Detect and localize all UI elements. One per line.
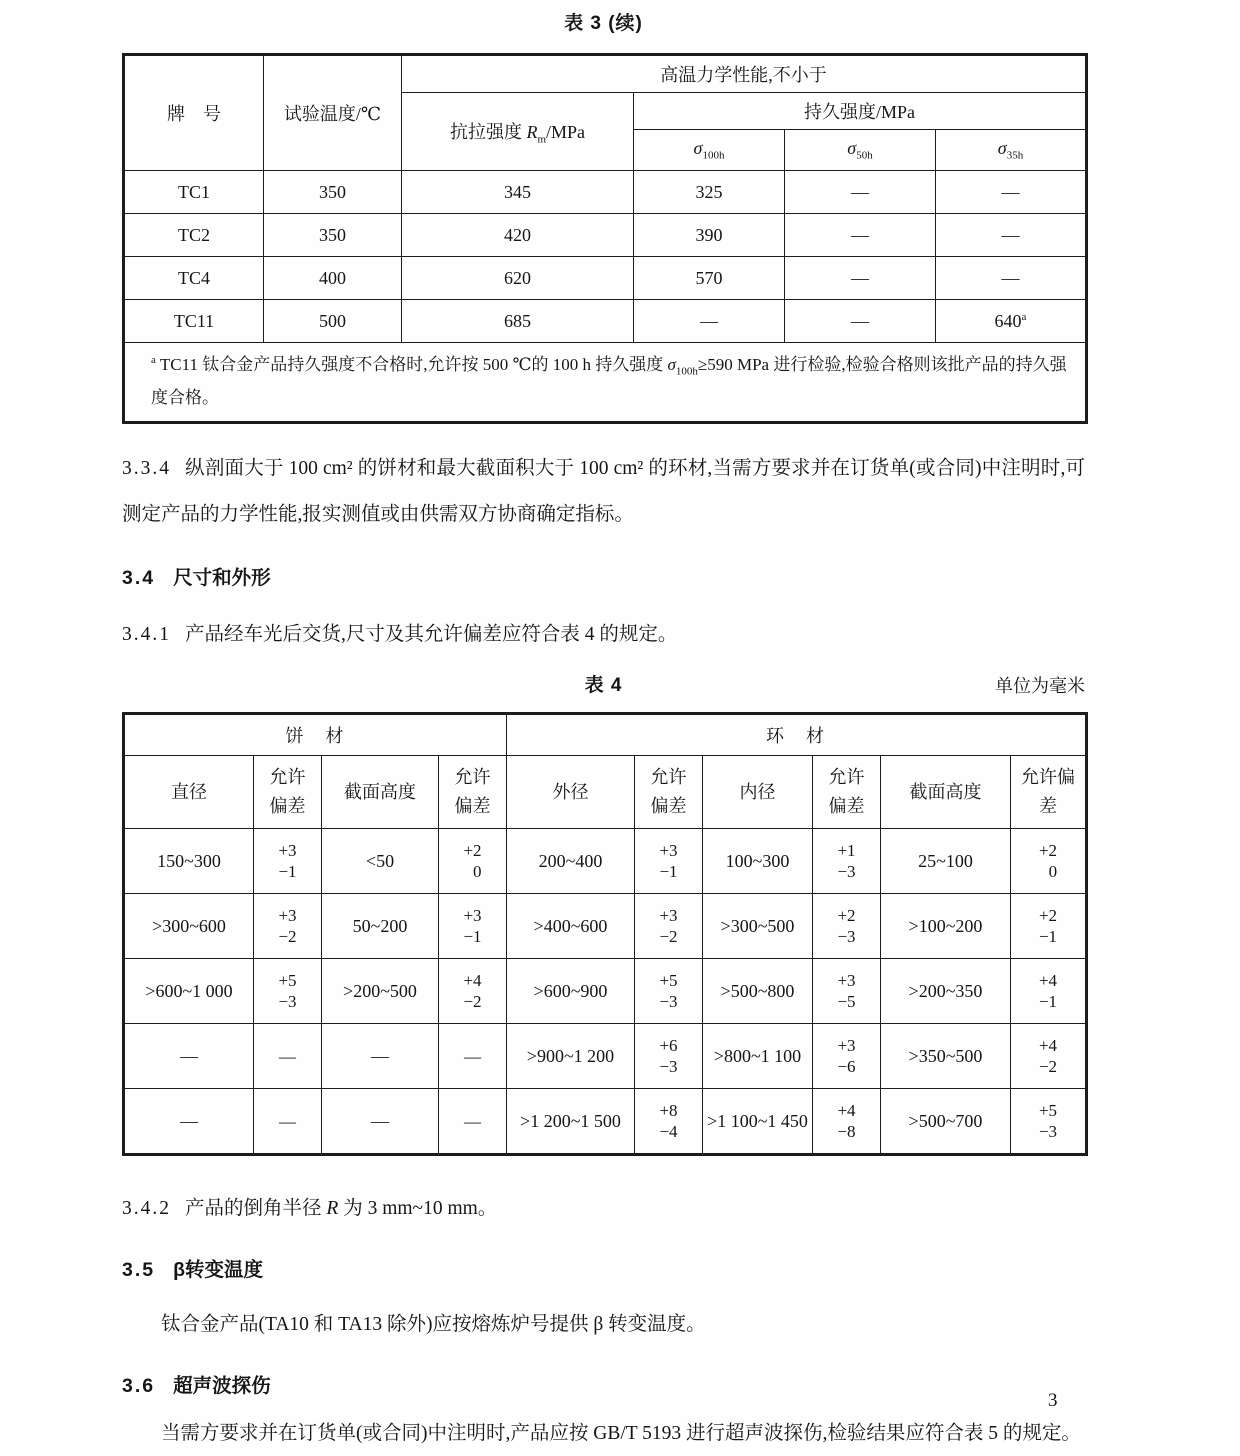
sigma-symbol: σ [997, 138, 1007, 159]
heading-3-4 [122, 562, 1085, 590]
table3-caption: 表 3 (续) [564, 13, 643, 34]
footnote-marker: a [1021, 310, 1027, 323]
page-content [122, 0, 1085, 1456]
table-row [124, 171, 1087, 214]
tolerance-lower: −1 [463, 927, 482, 947]
section-height-cell: — [322, 1024, 439, 1089]
high-temp-properties-header: 高温力学性能,不小于 [402, 55, 1087, 93]
tolerance-cell [1011, 894, 1087, 959]
tolerance-upper: — [464, 1112, 481, 1132]
tolerance-upper: +3 [659, 905, 678, 925]
tolerance-cell [813, 894, 881, 959]
section-height-cell: <50 [322, 829, 439, 894]
radius-symbol: R [326, 1198, 339, 1220]
table-row [124, 959, 1087, 1024]
sigma-100h-column-header [634, 130, 785, 171]
tolerance-upper: +4 [837, 1100, 856, 1120]
tolerance-column-header: 允许偏差 [439, 756, 507, 829]
diameter-column-header: 直径 [124, 756, 254, 829]
table4-column-header-row [124, 756, 1087, 829]
tolerance-lower: −3 [278, 992, 297, 1012]
section-height-cell: >500~700 [881, 1089, 1011, 1155]
tolerance-upper: +3 [837, 1035, 856, 1055]
table3-header-row-1 [124, 55, 1087, 93]
table-row [124, 1089, 1087, 1155]
endurance-strength-header: 持久强度/MPa [634, 93, 1087, 130]
outer-diameter-column-header: 外径 [507, 756, 635, 829]
tolerance-cell [1011, 1089, 1087, 1155]
tensile-strength-cell: 345 [402, 171, 634, 214]
unit-note: 单位为毫米 [995, 676, 1085, 697]
tolerance-lower: −1 [1038, 927, 1058, 947]
table4-group-header-row [124, 714, 1087, 756]
tolerance-upper: +8 [659, 1100, 678, 1120]
outer-diameter-cell: >600~900 [507, 959, 635, 1024]
outer-diameter-cell: 200~400 [507, 829, 635, 894]
tolerance-upper: +5 [278, 970, 297, 990]
tolerance-cell [813, 1024, 881, 1089]
sigma-35h-cell [936, 257, 1087, 300]
tolerance-lower: −3 [837, 927, 856, 947]
inner-diameter-cell: >500~800 [703, 959, 813, 1024]
table3-footnote-row [124, 343, 1087, 423]
tolerance-column-header: 允许偏差 [1011, 756, 1087, 829]
tolerance-cell [1011, 959, 1087, 1024]
table4-caption: 表 4 [584, 675, 623, 697]
sigma-100h-cell: 390 [634, 214, 785, 257]
sigma-symbol: σ [667, 355, 676, 374]
inner-diameter-cell: 100~300 [703, 829, 813, 894]
tolerance-upper: +3 [463, 905, 482, 925]
tolerance-cell [1011, 829, 1087, 894]
footnote-text: TC11 钛合金产品持久强度不合格时,允许按 500 ℃的 100 h 持久强度 [159, 355, 668, 374]
tolerance-lower: −3 [1038, 1122, 1058, 1142]
sigma-subscript: 100h [675, 365, 698, 378]
value: — [1001, 267, 1020, 288]
tolerance-lower: −1 [659, 862, 678, 882]
tolerance-upper: +3 [278, 840, 297, 860]
paragraph-3-4-1 [122, 612, 1085, 658]
tolerance-cell [635, 1089, 703, 1155]
table3-mechanical-properties [122, 53, 1088, 424]
tolerance-upper: +2 [1038, 905, 1058, 925]
inner-diameter-column-header: 内径 [703, 756, 813, 829]
tolerance-column-header: 允许偏差 [813, 756, 881, 829]
table-row [124, 214, 1087, 257]
inner-diameter-cell: >300~500 [703, 894, 813, 959]
table-row [124, 1024, 1087, 1089]
tolerance-cell [254, 829, 322, 894]
tolerance-cell [635, 1024, 703, 1089]
tolerance-upper: +2 [1038, 840, 1058, 860]
table3-footnote [124, 343, 1087, 423]
outer-diameter-cell: >1 200~1 500 [507, 1089, 635, 1155]
ring-group-header: 环 材 [507, 714, 1087, 756]
test-temp-cell: 350 [264, 214, 402, 257]
tolerance-upper: +2 [837, 905, 856, 925]
grade-cell: TC11 [124, 300, 264, 343]
clause-text: 产品的倒角半径 [185, 1198, 327, 1220]
value: — [1001, 181, 1020, 202]
sigma-100h-cell: 325 [634, 171, 785, 214]
tolerance-cell [439, 829, 507, 894]
paragraph-3-5 [122, 1302, 1085, 1348]
sigma-100h-cell: — [634, 300, 785, 343]
tolerance-lower: −8 [837, 1122, 856, 1142]
clause-text: 产品经车光后交货,尺寸及其允许偏差应符合表 4 的规定。 [185, 624, 678, 646]
heading-3-6 [122, 1370, 1085, 1398]
grade-column-header: 牌 号 [124, 55, 264, 171]
table-row [124, 257, 1087, 300]
clause-number: 3.3.4 [122, 458, 171, 480]
tensile-strength-cell: 620 [402, 257, 634, 300]
tensile-strength-cell: 420 [402, 214, 634, 257]
clause-text: 为 3 mm~10 mm。 [338, 1198, 498, 1220]
tolerance-upper: +5 [659, 970, 678, 990]
table-row [124, 300, 1087, 343]
tolerance-lower: 0 [1048, 862, 1058, 882]
tolerance-upper: +4 [1038, 1035, 1058, 1055]
grade-cell: TC4 [124, 257, 264, 300]
clause-text: 纵剖面大于 100 cm² 的饼材和最大截面积大于 100 cm² 的环材,当需方要求并在订货单(或合同)中注明时,可测定产品的力学性能,报实测值或由供需双方协商确定指标。 [122, 458, 1085, 526]
tolerance-upper: +3 [837, 970, 856, 990]
tolerance-upper: +3 [278, 905, 297, 925]
diameter-cell: >600~1 000 [124, 959, 254, 1024]
tensile-subscript: m [537, 133, 547, 146]
tolerance-upper: +5 [1038, 1100, 1058, 1120]
tolerance-cell [439, 959, 507, 1024]
section-height-cell: 50~200 [322, 894, 439, 959]
sigma-100h-cell: 570 [634, 257, 785, 300]
value: 640 [994, 310, 1022, 331]
test-temperature-column-header: 试验温度/℃ [264, 55, 402, 171]
tolerance-lower: −3 [659, 992, 678, 1012]
grade-cell: TC1 [124, 171, 264, 214]
table4-dimensions [122, 712, 1088, 1156]
clause-number: 3.5 [122, 1259, 156, 1282]
paragraph-3-6 [122, 1412, 1085, 1456]
sigma-symbol: σ [693, 138, 703, 159]
page-number: 3 [1048, 1390, 1058, 1411]
tolerance-lower: −3 [659, 1057, 678, 1077]
test-temp-cell: 500 [264, 300, 402, 343]
tolerance-lower: −3 [837, 862, 856, 882]
tolerance-cell [254, 959, 322, 1024]
sigma-subscript: 100h [702, 149, 725, 162]
value: — [1001, 224, 1020, 245]
tolerance-cell [254, 894, 322, 959]
table4-caption-row [122, 670, 1085, 698]
tolerance-column-header: 允许偏差 [635, 756, 703, 829]
sigma-50h-cell: — [785, 257, 936, 300]
clause-number: 3.4 [122, 567, 156, 590]
sigma-50h-column-header [785, 130, 936, 171]
clause-text: 当需方要求并在订货单(或合同)中注明时,产品应按 GB/T 5193 进行超声波探伤,检验结果应符合表 5 的规定。 [161, 1423, 1081, 1445]
tensile-strength-cell: 685 [402, 300, 634, 343]
diameter-cell: — [124, 1024, 254, 1089]
table-row [124, 894, 1087, 959]
tolerance-lower: −1 [1038, 992, 1058, 1012]
tolerance-lower: 0 [473, 862, 482, 882]
clause-number: 3.4.2 [122, 1198, 171, 1220]
tolerance-lower: −5 [837, 992, 856, 1012]
tolerance-lower: −4 [659, 1122, 678, 1142]
sigma-35h-column-header [936, 130, 1087, 171]
tolerance-upper: +2 [463, 840, 482, 860]
section-height-cell: >200~350 [881, 959, 1011, 1024]
inner-diameter-cell: >1 100~1 450 [703, 1089, 813, 1155]
sigma-subscript: 35h [1006, 149, 1024, 162]
tolerance-cell [813, 829, 881, 894]
tolerance-cell [813, 959, 881, 1024]
sigma-subscript: 50h [856, 149, 873, 162]
table-row [124, 829, 1087, 894]
tolerance-cell [635, 959, 703, 1024]
sigma-symbol: σ [847, 138, 857, 159]
sigma-50h-cell: — [785, 300, 936, 343]
footnote-text: ≥590 MPa 进行检验,检验合格则该批产品的持久强度合格。 [151, 355, 1067, 407]
tolerance-cell [254, 1024, 322, 1089]
sigma-35h-cell [936, 171, 1087, 214]
tolerance-cell [1011, 1024, 1087, 1089]
tolerance-upper: +1 [837, 840, 856, 860]
sigma-50h-cell: — [785, 171, 936, 214]
diameter-cell: 150~300 [124, 829, 254, 894]
tolerance-lower: −2 [278, 927, 297, 947]
tolerance-lower: −6 [837, 1057, 856, 1077]
footnote-marker: a [151, 354, 156, 367]
section-height-cell: >100~200 [881, 894, 1011, 959]
clause-number: 3.4.1 [122, 624, 171, 646]
tolerance-lower: −1 [278, 862, 297, 882]
clause-text: 钛合金产品(TA10 和 TA13 除外)应按熔炼炉号提供 β 转变温度。 [161, 1314, 706, 1336]
tolerance-upper: — [279, 1112, 296, 1132]
diameter-cell: — [124, 1089, 254, 1155]
section-height-cell: >350~500 [881, 1024, 1011, 1089]
tolerance-cell [439, 894, 507, 959]
heading-3-5 [122, 1254, 1085, 1282]
tensile-symbol: R [526, 121, 538, 142]
tolerance-cell [254, 1089, 322, 1155]
tolerance-upper: +4 [463, 970, 482, 990]
paragraph-3-3-4 [122, 446, 1085, 538]
tolerance-cell [635, 894, 703, 959]
tolerance-cell [439, 1089, 507, 1155]
section-height-column-header: 截面高度 [322, 756, 439, 829]
tensile-unit: /MPa [546, 121, 586, 142]
outer-diameter-cell: >900~1 200 [507, 1024, 635, 1089]
cake-group-header: 饼 材 [124, 714, 507, 756]
tolerance-upper: — [464, 1047, 481, 1067]
tolerance-cell [813, 1089, 881, 1155]
clause-title: 尺寸和外形 [173, 567, 271, 590]
tolerance-upper: +4 [1038, 970, 1058, 990]
tolerance-upper: +6 [659, 1035, 678, 1055]
tolerance-lower: −2 [659, 927, 678, 947]
section-height-column-header: 截面高度 [881, 756, 1011, 829]
grade-cell: TC2 [124, 214, 264, 257]
tolerance-lower: −2 [463, 992, 482, 1012]
sigma-50h-cell: — [785, 214, 936, 257]
sigma-35h-cell [936, 214, 1087, 257]
tolerance-lower: −2 [1038, 1057, 1058, 1077]
section-height-cell: — [322, 1089, 439, 1155]
clause-title: 超声波探伤 [173, 1375, 271, 1398]
outer-diameter-cell: >400~600 [507, 894, 635, 959]
clause-number: 3.6 [122, 1375, 156, 1398]
tolerance-upper: +3 [659, 840, 678, 860]
section-height-cell: >200~500 [322, 959, 439, 1024]
tensile-strength-column-header [402, 93, 634, 171]
paragraph-3-4-2 [122, 1186, 1085, 1232]
tolerance-cell [439, 1024, 507, 1089]
section-height-cell: 25~100 [881, 829, 1011, 894]
tolerance-column-header: 允许偏差 [254, 756, 322, 829]
tolerance-cell [635, 829, 703, 894]
clause-title: β转变温度 [173, 1259, 264, 1282]
tensile-label: 抗拉强度 [449, 121, 527, 142]
diameter-cell: >300~600 [124, 894, 254, 959]
test-temp-cell: 400 [264, 257, 402, 300]
test-temp-cell: 350 [264, 171, 402, 214]
sigma-35h-cell [936, 300, 1087, 343]
inner-diameter-cell: >800~1 100 [703, 1024, 813, 1089]
tolerance-upper: — [279, 1047, 296, 1067]
